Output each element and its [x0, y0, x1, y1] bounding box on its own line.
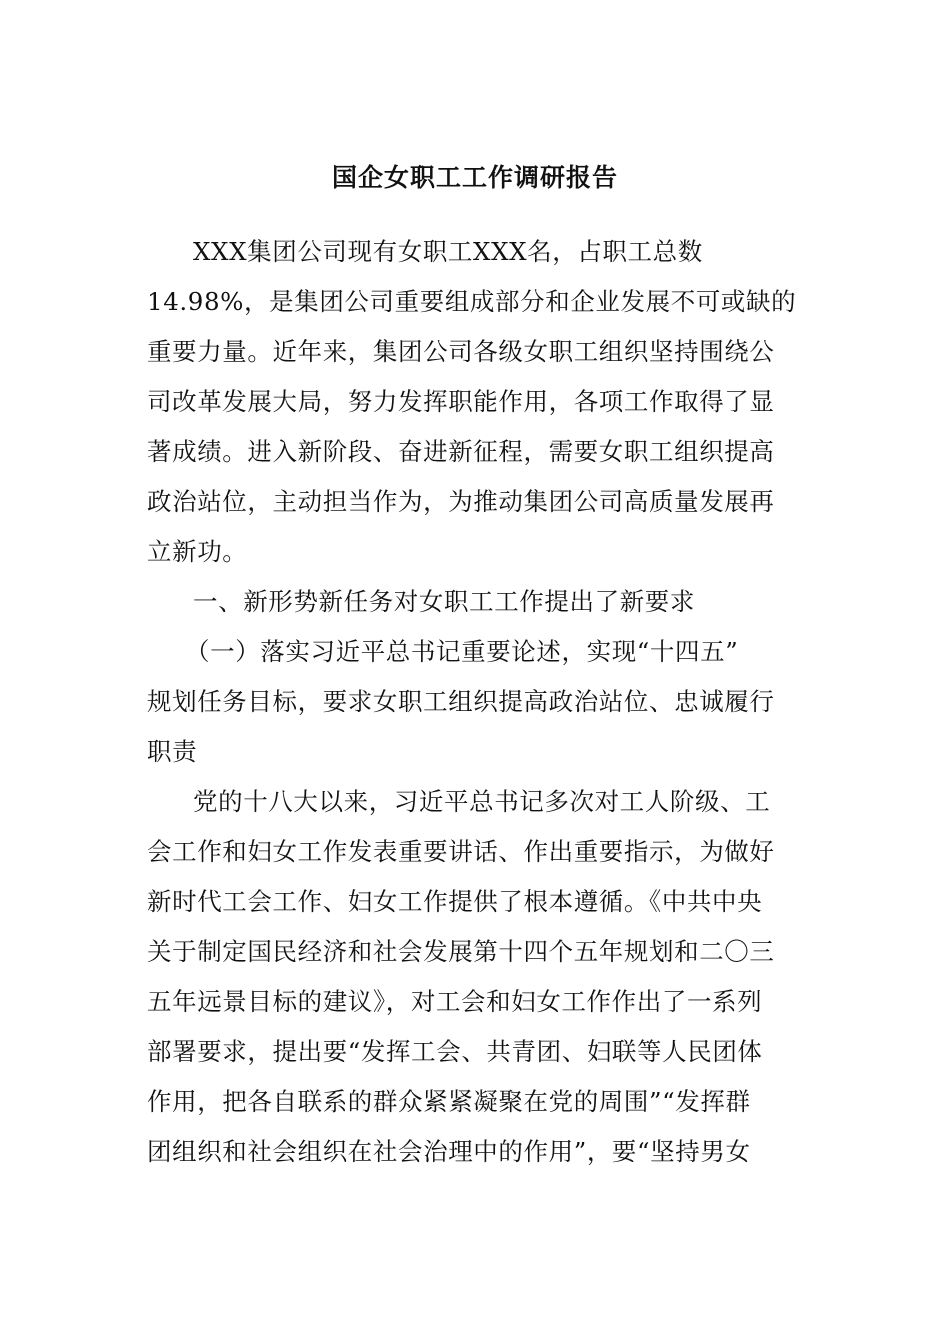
subsection-heading-line: 规划任务目标，要求女职工组织提高政治站位、忠诚履行 — [147, 687, 775, 716]
paragraph-line: 新时代工会工作、妇女工作提供了根本遵循。《中共中央 — [147, 887, 763, 916]
paragraph-line: XXX集团公司现有女职工XXX名，占职工总数 — [193, 237, 703, 266]
paragraph-line: 五年远景目标的建议》，对工会和妇女工作作出了一系列 — [147, 987, 763, 1016]
paragraph-line: 14.98%，是集团公司重要组成部分和企业发展不可或缺的 — [147, 287, 797, 316]
paragraph-line: 司改革发展大局，努力发挥职能作用，各项工作取得了显 — [147, 387, 775, 416]
paragraph-line: 作用，把各自联系的群众紧紧凝聚在党的周围”“发挥群 — [147, 1087, 751, 1116]
paragraph-line: 会工作和妇女工作发表重要讲话、作出重要指示，为做好 — [147, 837, 775, 866]
paragraph-line: 部署要求，提出要“发挥工会、共青团、妇联等人民团体 — [147, 1037, 763, 1066]
paragraph-line: 团组织和社会组织在社会治理中的作用”，要“坚持男女 — [147, 1137, 751, 1166]
paragraph-line: 关于制定国民经济和社会发展第十四个五年规划和二〇三 — [147, 937, 775, 966]
subsection-heading-line: （一）落实习近平总书记重要论述，实现“十四五” — [185, 637, 739, 666]
paragraph-line: 重要力量。近年来，集团公司各级女职工组织坚持围绕公 — [147, 337, 775, 366]
document-title: 国企女职工工作调研报告 — [331, 163, 618, 192]
paragraph-line: 立新功。 — [147, 537, 248, 566]
paragraph-line: 政治站位，主动担当作为，为推动集团公司高质量发展再 — [147, 487, 775, 516]
paragraph-line: 著成绩。进入新阶段、奋进新征程，需要女职工组织提高 — [147, 437, 775, 466]
subsection-heading-line: 职责 — [147, 737, 198, 766]
section-heading: 一、新形势新任务对女职工工作提出了新要求 — [193, 587, 695, 616]
paragraph-line: 党的十八大以来，习近平总书记多次对工人阶级、工 — [193, 787, 771, 816]
